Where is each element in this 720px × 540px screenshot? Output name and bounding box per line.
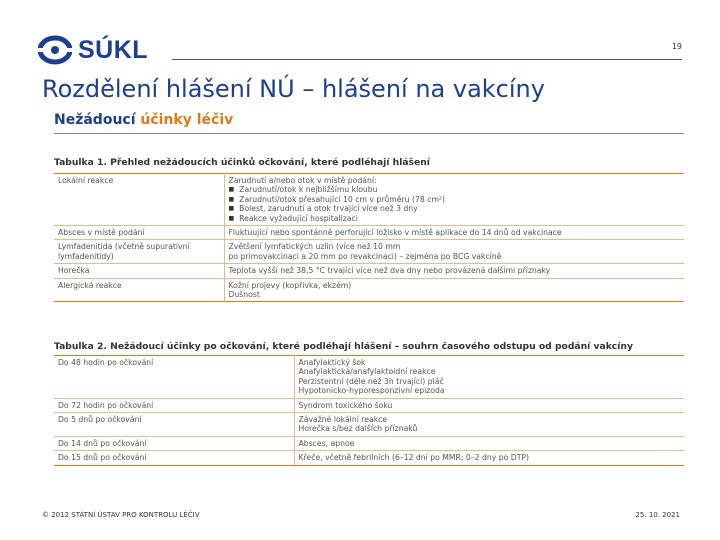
description-line: Křeče, včetně febrilních (6–12 dní po MMR; 0–2 dny po DTP): [298, 453, 530, 463]
footer-copyright: © 2012 STÁTNÍ ÚSTAV PRO KONTROLU LÉČIV: [42, 511, 200, 519]
footer-date: 25. 10. 2021: [635, 511, 680, 519]
table1-row-label: Horečka: [54, 264, 224, 278]
description-line: Dušnost: [228, 289, 260, 299]
table1-row-description: [224, 225, 684, 239]
sukl-logo: [38, 35, 148, 65]
sukl-logo-icon: [38, 35, 72, 65]
table1-row: [54, 174, 684, 226]
description-line: Absces, apnoe: [298, 438, 355, 448]
table2-row-description: [294, 412, 684, 436]
table2-row: [54, 451, 684, 465]
table2-row-label: Do 72 hodin po očkování: [54, 398, 294, 412]
table2-row: [54, 436, 684, 450]
table2-row-description: [294, 436, 684, 450]
table2-row-label: Do 14 dnů po očkování: [54, 436, 294, 450]
table2-row: [54, 356, 684, 399]
table2-row-label: Do 15 dnů po očkování: [54, 451, 294, 465]
brand-part-1: Nežádoucí: [54, 112, 141, 128]
description-line: Perzistentní (déle než 3h trvající) pláč: [298, 376, 444, 386]
table1-row: [54, 225, 684, 239]
description-line: Kožní projevy (kopřivka, ekzém): [228, 280, 352, 290]
description-line: Zvětšení lymfatických uzlin (více než 10 mm: [228, 242, 401, 252]
description-line: Teplota vyšší než 38,5 °C trvající více než dva dny nebo provázená dalšími příznaky: [228, 266, 551, 276]
embedded-document: [40, 107, 685, 497]
header-divider: [172, 59, 682, 60]
bullet-item: ■ Zarudnutí/otok přesahující 10 cm v průměru (78 cm²): [229, 195, 681, 204]
document-brand: [54, 112, 233, 128]
brand-divider: [54, 133, 684, 134]
description-line: Závažné lokální reakce: [298, 414, 388, 424]
logo-text: SÚKL: [78, 35, 149, 64]
table1-row: [54, 278, 684, 302]
table2-row-label: Do 48 hodin po očkování: [54, 356, 294, 399]
table2-row: [54, 398, 684, 412]
table2-row-description: [294, 398, 684, 412]
table1-row-label: Alergická reakce: [54, 278, 224, 302]
table2: [54, 355, 684, 466]
description-line: Hypotonicko-hyporesponzivní epizoda: [298, 386, 445, 396]
table1-row-label: Lymfadenitida (včetně supurativní lymfadenitidy): [54, 240, 224, 264]
description-line: Horečka s/bez dalších příznaků: [298, 424, 418, 434]
table2-row-description: [294, 356, 684, 399]
description-line: Anafylaktický šok: [298, 358, 366, 367]
table1-row-label: Absces v místě podání: [54, 225, 224, 239]
table2-row-description: [294, 451, 684, 465]
table2-row: [54, 412, 684, 436]
slide-title: Rozdělení hlášení NÚ – hlášení na vakcíny: [42, 75, 545, 103]
table2-caption: Tabulka 2. Nežádoucí účinky po očkování, které podléhají hlášení – souhrn časového odstupu od podání vakcíny: [54, 341, 633, 352]
table1-row-description: [224, 278, 684, 302]
page-number: 19: [671, 42, 682, 51]
table1-row-description: [224, 174, 684, 226]
description-line: Fluktuující nebo spontánně perforující ložisko v místě aplikace do 14 dnů od vakcinace: [228, 227, 562, 237]
table1-caption: Tabulka 1. Přehled nežádoucích účinků očkování, které podléhají hlášení: [54, 157, 430, 168]
description-line: Syndrom toxického šoku: [298, 400, 393, 410]
table1-row-description: [224, 264, 684, 278]
brand-part-2: účinky léčiv: [140, 112, 234, 128]
table1: [54, 173, 684, 302]
table1-row: [54, 264, 684, 278]
description-line: po primovakcinaci a 20 mm po revakcinaci) – zejména po BCG vakcíně: [228, 251, 502, 261]
description-line: Anafylaktická/anafylaktoidní reakce: [298, 367, 436, 377]
table1-row: [54, 240, 684, 264]
bullet-item: ■ Bolest, zarudnutí a otok trvající více než 3 dny: [229, 204, 681, 213]
bullet-item: ■ Zarudnutí/otok k nejbližšímu kloubu: [229, 185, 681, 194]
table2-row-label: Do 5 dnů po očkování: [54, 412, 294, 436]
table1-row-label: Lokální reakce: [54, 174, 224, 226]
table1-row-description: [224, 240, 684, 264]
bullet-item: ■ Reakce vyžadující hospitalizaci: [229, 214, 681, 223]
description-line: Zarudnutí a/nebo otok v místě podání:: [228, 176, 377, 185]
